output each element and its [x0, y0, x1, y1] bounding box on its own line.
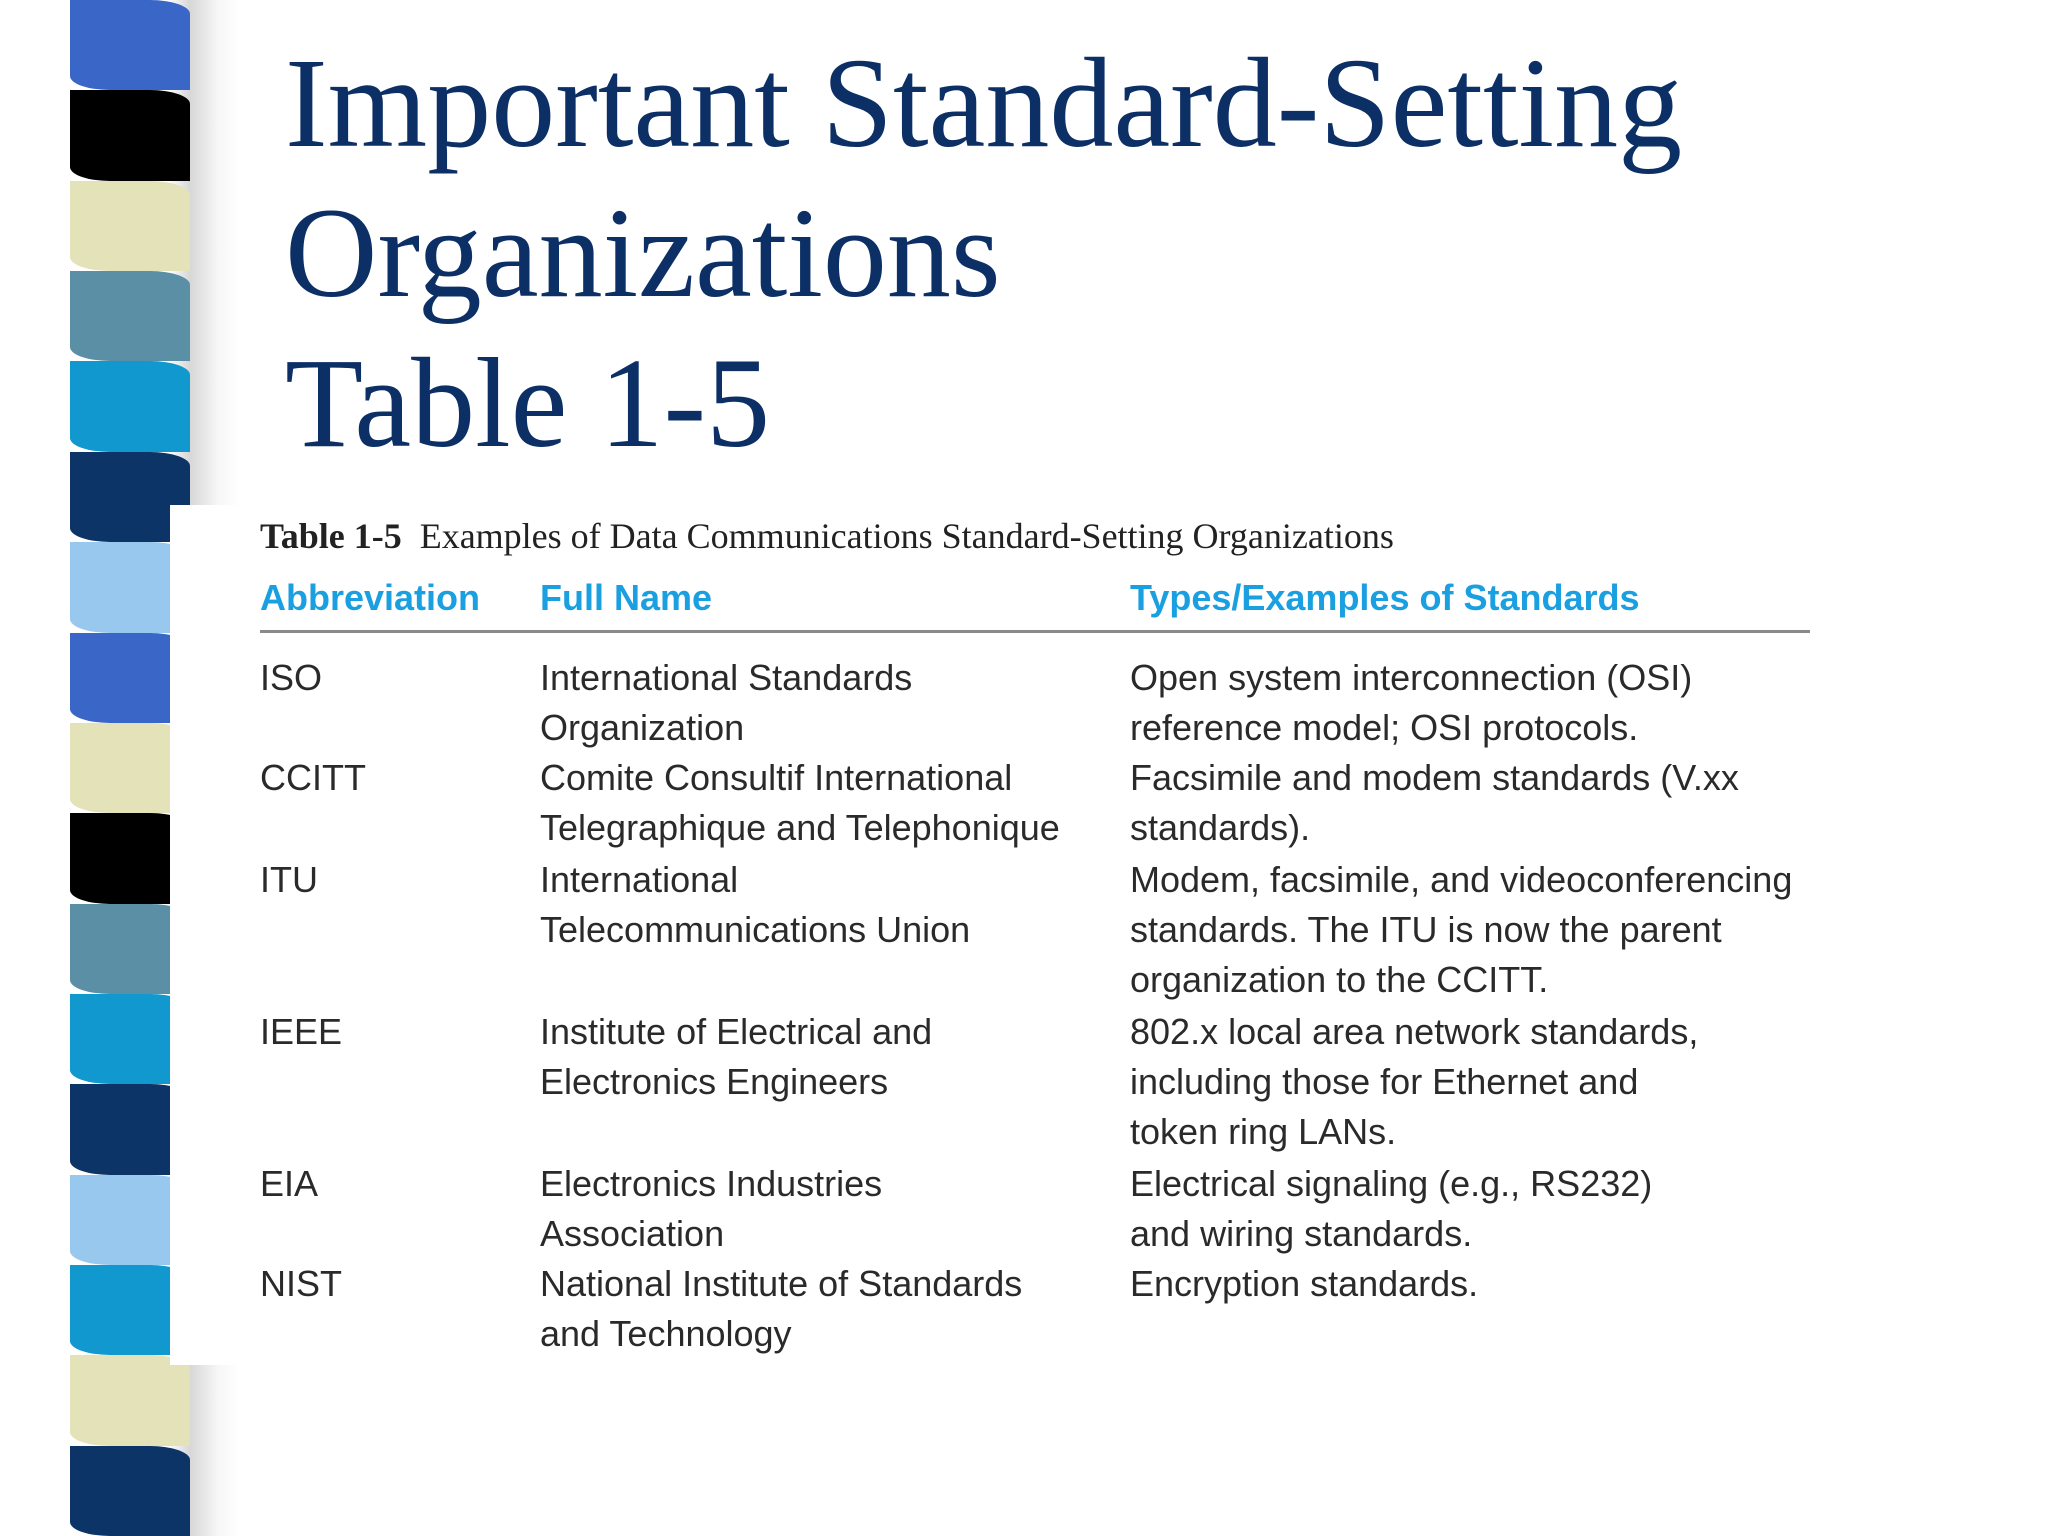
strip-band: [70, 361, 190, 451]
cell-line: standards).: [1130, 807, 1311, 848]
table-caption-text: Examples of Data Communications Standard-Setting Organizations: [419, 516, 1394, 556]
cell-line: Telegraphique and Telephonique: [540, 807, 1060, 848]
cell-full-name: [540, 653, 1100, 753]
cell-line: International Standards: [540, 657, 913, 698]
column-header-types: Types/Examples of Standards: [1130, 577, 1640, 618]
cell-line: Open system interconnection (OSI): [1130, 657, 1693, 698]
cell-types: [1130, 1007, 1810, 1157]
title-line: Table 1-5: [285, 332, 771, 474]
cell-line: including those for Ethernet and: [1130, 1061, 1639, 1102]
cell-line: Organization: [540, 707, 745, 748]
table-caption-label: Table 1-5: [260, 516, 402, 556]
cell-full-name: [540, 753, 1100, 853]
cell-line: Modem, facsimile, and videoconferencing: [1130, 859, 1793, 900]
table-caption: [260, 515, 1394, 557]
cell-line: Electrical signaling (e.g., RS232): [1130, 1163, 1653, 1204]
cell-line: National Institute of Standards: [540, 1263, 1023, 1304]
title-line: Organizations: [285, 182, 1001, 324]
cell-full-name: [540, 1259, 1100, 1359]
cell-line: 802.x local area network standards,: [1130, 1011, 1699, 1052]
cell-line: organization to the CCITT.: [1130, 959, 1549, 1000]
cell-abbreviation: CCITT: [260, 757, 366, 798]
cell-types: [1130, 753, 1810, 853]
cell-abbreviation: ISO: [260, 657, 323, 698]
cell-line: Comite Consultif International: [540, 757, 1013, 798]
cell-full-name: [540, 1007, 1100, 1107]
cell-line: token ring LANs.: [1130, 1111, 1397, 1152]
cell-types: [1130, 653, 1810, 753]
table-image-panel: [170, 505, 1820, 1365]
strip-band: [70, 1355, 190, 1445]
cell-line: Association: [540, 1213, 725, 1254]
strip-band: [70, 1446, 190, 1536]
cell-line: Electronics Industries: [540, 1163, 883, 1204]
strip-band: [70, 0, 190, 90]
cell-types: [1130, 1259, 1810, 1309]
cell-line: standards. The ITU is now the parent: [1130, 909, 1722, 950]
strip-band: [70, 271, 190, 361]
column-header-abbreviation: Abbreviation: [260, 577, 481, 618]
cell-types: [1130, 855, 1810, 1005]
cell-abbreviation: EIA: [260, 1163, 319, 1204]
cell-line: International: [540, 859, 739, 900]
title-line: Important Standard-Setting: [285, 32, 1683, 174]
cell-line: reference model; OSI protocols.: [1130, 707, 1639, 748]
cell-line: and Technology: [540, 1313, 792, 1354]
column-header-full-name: Full Name: [540, 577, 713, 618]
strip-band: [70, 90, 190, 180]
cell-full-name: [540, 1159, 1100, 1259]
cell-line: and wiring standards.: [1130, 1213, 1473, 1254]
cell-line: Facsimile and modem standards (V.xx: [1130, 757, 1739, 798]
cell-abbreviation: NIST: [260, 1263, 343, 1304]
cell-abbreviation: IEEE: [260, 1011, 343, 1052]
cell-line: Electronics Engineers: [540, 1061, 889, 1102]
cell-types: [1130, 1159, 1810, 1259]
cell-line: Encryption standards.: [1130, 1263, 1479, 1304]
strip-band: [70, 181, 190, 271]
cell-full-name: [540, 855, 1100, 955]
header-divider: [260, 630, 1810, 633]
cell-line: Institute of Electrical and: [540, 1011, 933, 1052]
cell-abbreviation: ITU: [260, 859, 318, 900]
cell-line: Telecommunications Union: [540, 909, 971, 950]
slide-title: [285, 28, 2005, 478]
